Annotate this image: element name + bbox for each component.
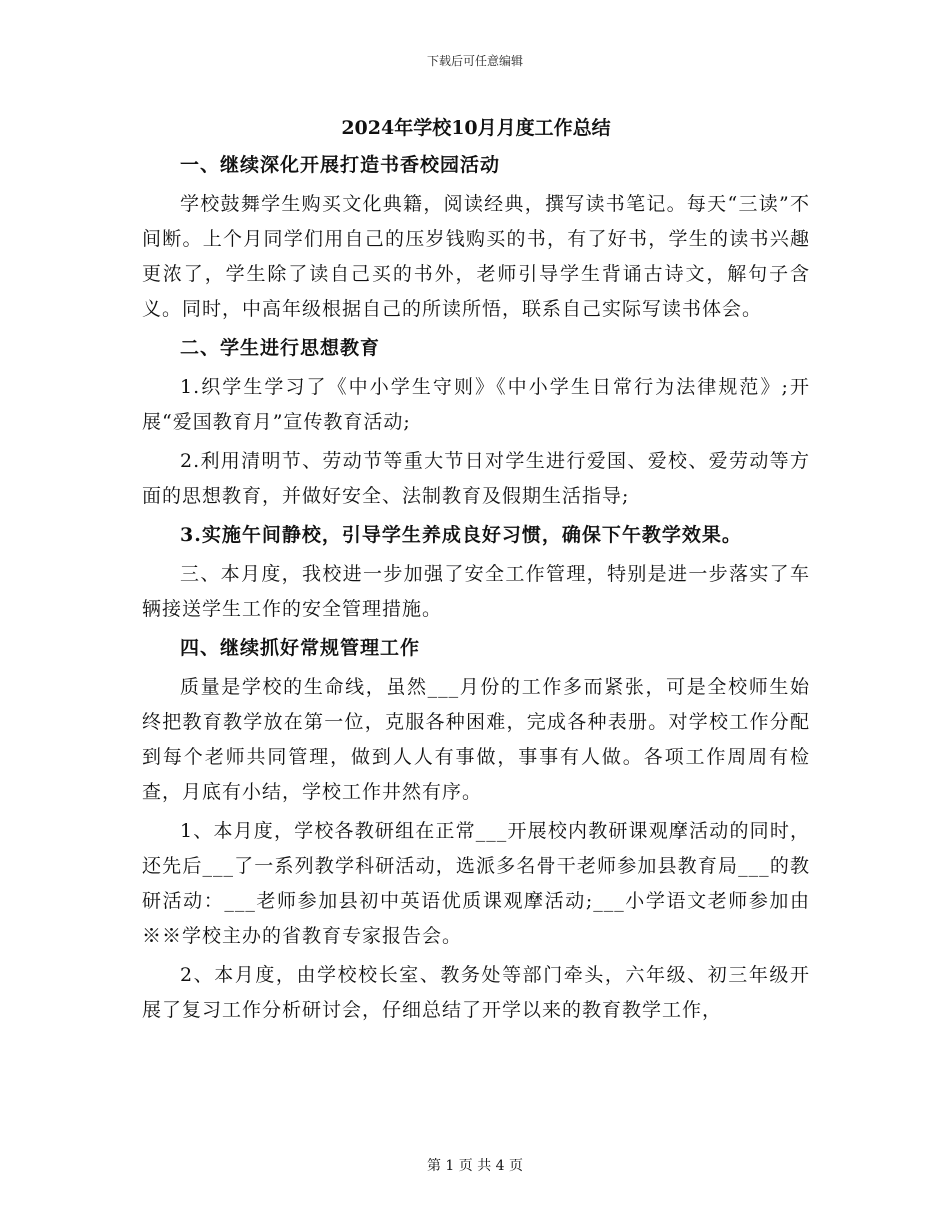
document-title: 2024年学校10月月度工作总结	[341, 117, 611, 139]
document-body	[142, 108, 810, 1028]
section-heading-4: 四、继续抓好常规管理工作	[180, 637, 421, 659]
paragraph-reading-campaign: 学校鼓舞学生购买文化典籍，阅读经典，撰写读书笔记。每天“三读”不间断。上个月同学们用自己的压岁钱购买的书，有了好书，学生的读书兴趣更浓了，学生除了读自己买的书外，老师引导学生背诵古诗文，解句子含义。同时，中高年级根据自己的所读所悟，联系自己实际写读书体会。	[142, 193, 810, 320]
paragraph-item-2: 2.利用清明节、劳动节等重大节日对学生进行爱国、爱校、爱劳动等方面的思想教育，并做好安全、法制教育及假期生活指导;	[142, 450, 810, 507]
paragraph-safety: 三、本月度，我校进一步加强了安全工作管理，特别是进一步落实了车辆接送学生工作的安全管理措施。	[142, 563, 810, 620]
section-heading-1: 一、继续深化开展打造书香校园活动	[180, 154, 501, 176]
paragraph-quality: 质量是学校的生命线，虽然___月份的工作多而紧张，可是全校师生始终把教育教学放在第一位，克服各种困难，完成各种表册。对学校工作分配到每个老师共同管理，做到人人有事做，事事有人做。各项工作周周有检查，月底有小结，学校工作井然有序。	[142, 676, 810, 803]
page-header: 下载后可任意编辑	[426, 54, 523, 68]
paragraph-review: 2、本月度，由学校校长室、教务处等部门牵头，六年级、初三年级开展了复习工作分析研讨会，仔细总结了开学以来的教育教学工作，	[142, 964, 810, 1021]
page-footer: 第 1 页 共 4 页	[426, 1158, 524, 1174]
bold-item-3: 3.实施午间静校，引导学生养成良好习惯，确保下午教学效果。	[180, 524, 742, 546]
section-heading-2: 二、学生进行思想教育	[180, 337, 381, 359]
paragraph-research: 1、本月度，学校各教研组在正常___开展校内教研课观摩活动的同时，还先后___了一系列教学科研活动，选派多名骨干老师参加县教育局___的教研活动：___老师参加县初中英语优质课观摩活动;___小学语文老师参加由※※学校主办的省教育专家报告会。	[142, 820, 810, 947]
paragraph-item-1: 1.织学生学习了《中小学生守则》《中小学生日常行为法律规范》;开展“爱国教育月”宣传教育活动;	[142, 376, 810, 433]
